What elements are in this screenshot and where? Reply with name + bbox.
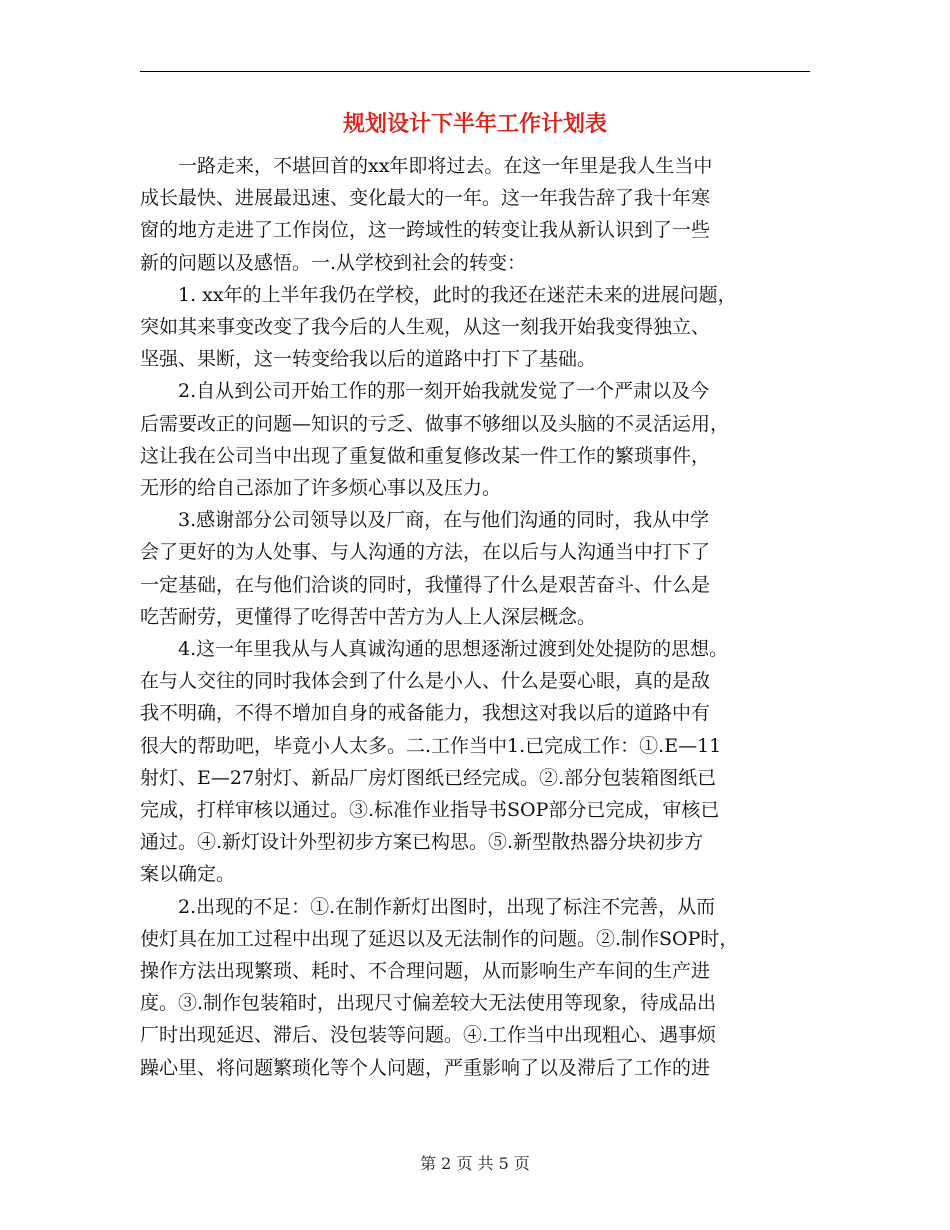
text-line: 2.自从到公司开始工作的那一刻开始我就发觉了一个严肃以及今	[178, 380, 710, 403]
document-title: 规划设计下半年工作计划表	[342, 111, 607, 137]
text-line: 窗的地方走进了工作岗位，这一跨域性的转变让我从新认识到了一些	[140, 219, 711, 242]
text-line: 很大的帮助吧，毕竟小人太多。二.工作当中1.已完成工作：①.E—11	[140, 734, 722, 757]
paragraph	[140, 504, 820, 633]
text-line: 会了更好的为人处事、与人沟通的方法，在以后与人沟通当中打下了	[140, 541, 711, 564]
text-line: 3.感谢部分公司领导以及厂商，在与他们沟通的同时，我从中学	[178, 509, 710, 532]
paragraph	[140, 633, 820, 891]
text-line: 操作方法出现繁琐、耗时、不合理问题，从而影响生产车间的生产进	[140, 960, 711, 983]
text-line: 厂时出现延迟、滞后、没包装等问题。④.工作当中出现粗心、遇事烦	[140, 1024, 717, 1047]
text-line: 后需要改正的问题—知识的亏乏、做事不够细以及头脑的不灵活运用，	[140, 412, 730, 435]
text-line: 完成，打样审核以通过。③.标准作业指导书SOP部分已完成，审核已	[140, 799, 720, 822]
text-line: 成长最快、进展最迅速、变化最大的一年。这一年我告辞了我十年寒	[140, 187, 711, 210]
page-number-footer: 第 2 页 共 5 页	[420, 1154, 530, 1173]
text-line: 通过。④.新灯设计外型初步方案已构思。⑤.新型散热器分块初步方	[140, 831, 704, 854]
text-line: 新的问题以及感悟。一.从学校到社会的转变：	[140, 251, 527, 274]
paragraph	[140, 279, 820, 376]
document-body	[140, 150, 820, 1084]
text-line: 一路走来，不堪回首的xx年即将过去。在这一年里是我人生当中	[178, 155, 713, 177]
text-line: 在与人交往的同时我体会到了什么是小人、什么是耍心眼，真的是敌	[140, 670, 711, 693]
text-line: 我不明确，不得不增加自身的戒备能力，我想这对我以后的道路中有	[140, 702, 711, 725]
text-line: 使灯具在加工过程中出现了延迟以及无法制作的问题。②.制作SOP时，	[140, 927, 739, 950]
text-line: 无形的给自己添加了许多烦心事以及压力。	[140, 477, 502, 500]
text-line: 突如其来事变改变了我今后的人生观，从这一刻我开始我变得独立、	[140, 316, 711, 339]
text-line: 躁心里、将问题繁琐化等个人问题，严重影响了以及滞后了工作的进	[140, 1056, 711, 1079]
text-line: 度。③.制作包装箱时，出现尺寸偏差较大无法使用等现象，待成品出	[140, 992, 717, 1015]
paragraph	[140, 891, 820, 1084]
header-rule	[140, 71, 810, 72]
text-line: 一定基础，在与他们洽谈的同时，我懂得了什么是艰苦奋斗、什么是	[140, 573, 711, 596]
text-line: 坚强、果断，这一转变给我以后的道路中打下了基础。	[140, 348, 597, 371]
text-line: 吃苦耐劳，更懂得了吃得苦中苦方为人上人深层概念。	[140, 605, 597, 628]
paragraph	[140, 150, 820, 279]
text-line: 4.这一年里我从与人真诚沟通的思想逐渐过渡到处处提防的思想。	[178, 638, 729, 661]
text-line: 1. xx年的上半年我仍在学校，此时的我还在迷茫未来的进展问题，	[178, 283, 737, 306]
paragraph	[140, 375, 820, 504]
text-line: 案以确定。	[140, 863, 236, 886]
text-line: 这让我在公司当中出现了重复做和重复修改某一件工作的繁琐事件，	[140, 444, 711, 467]
text-line: 2.出现的不足：①.在制作新灯出图时，出现了标注不完善，从而	[178, 895, 716, 918]
text-line: 射灯、E—27射灯、新品厂房灯图纸已经完成。②.部分包装箱图纸已	[140, 766, 717, 789]
